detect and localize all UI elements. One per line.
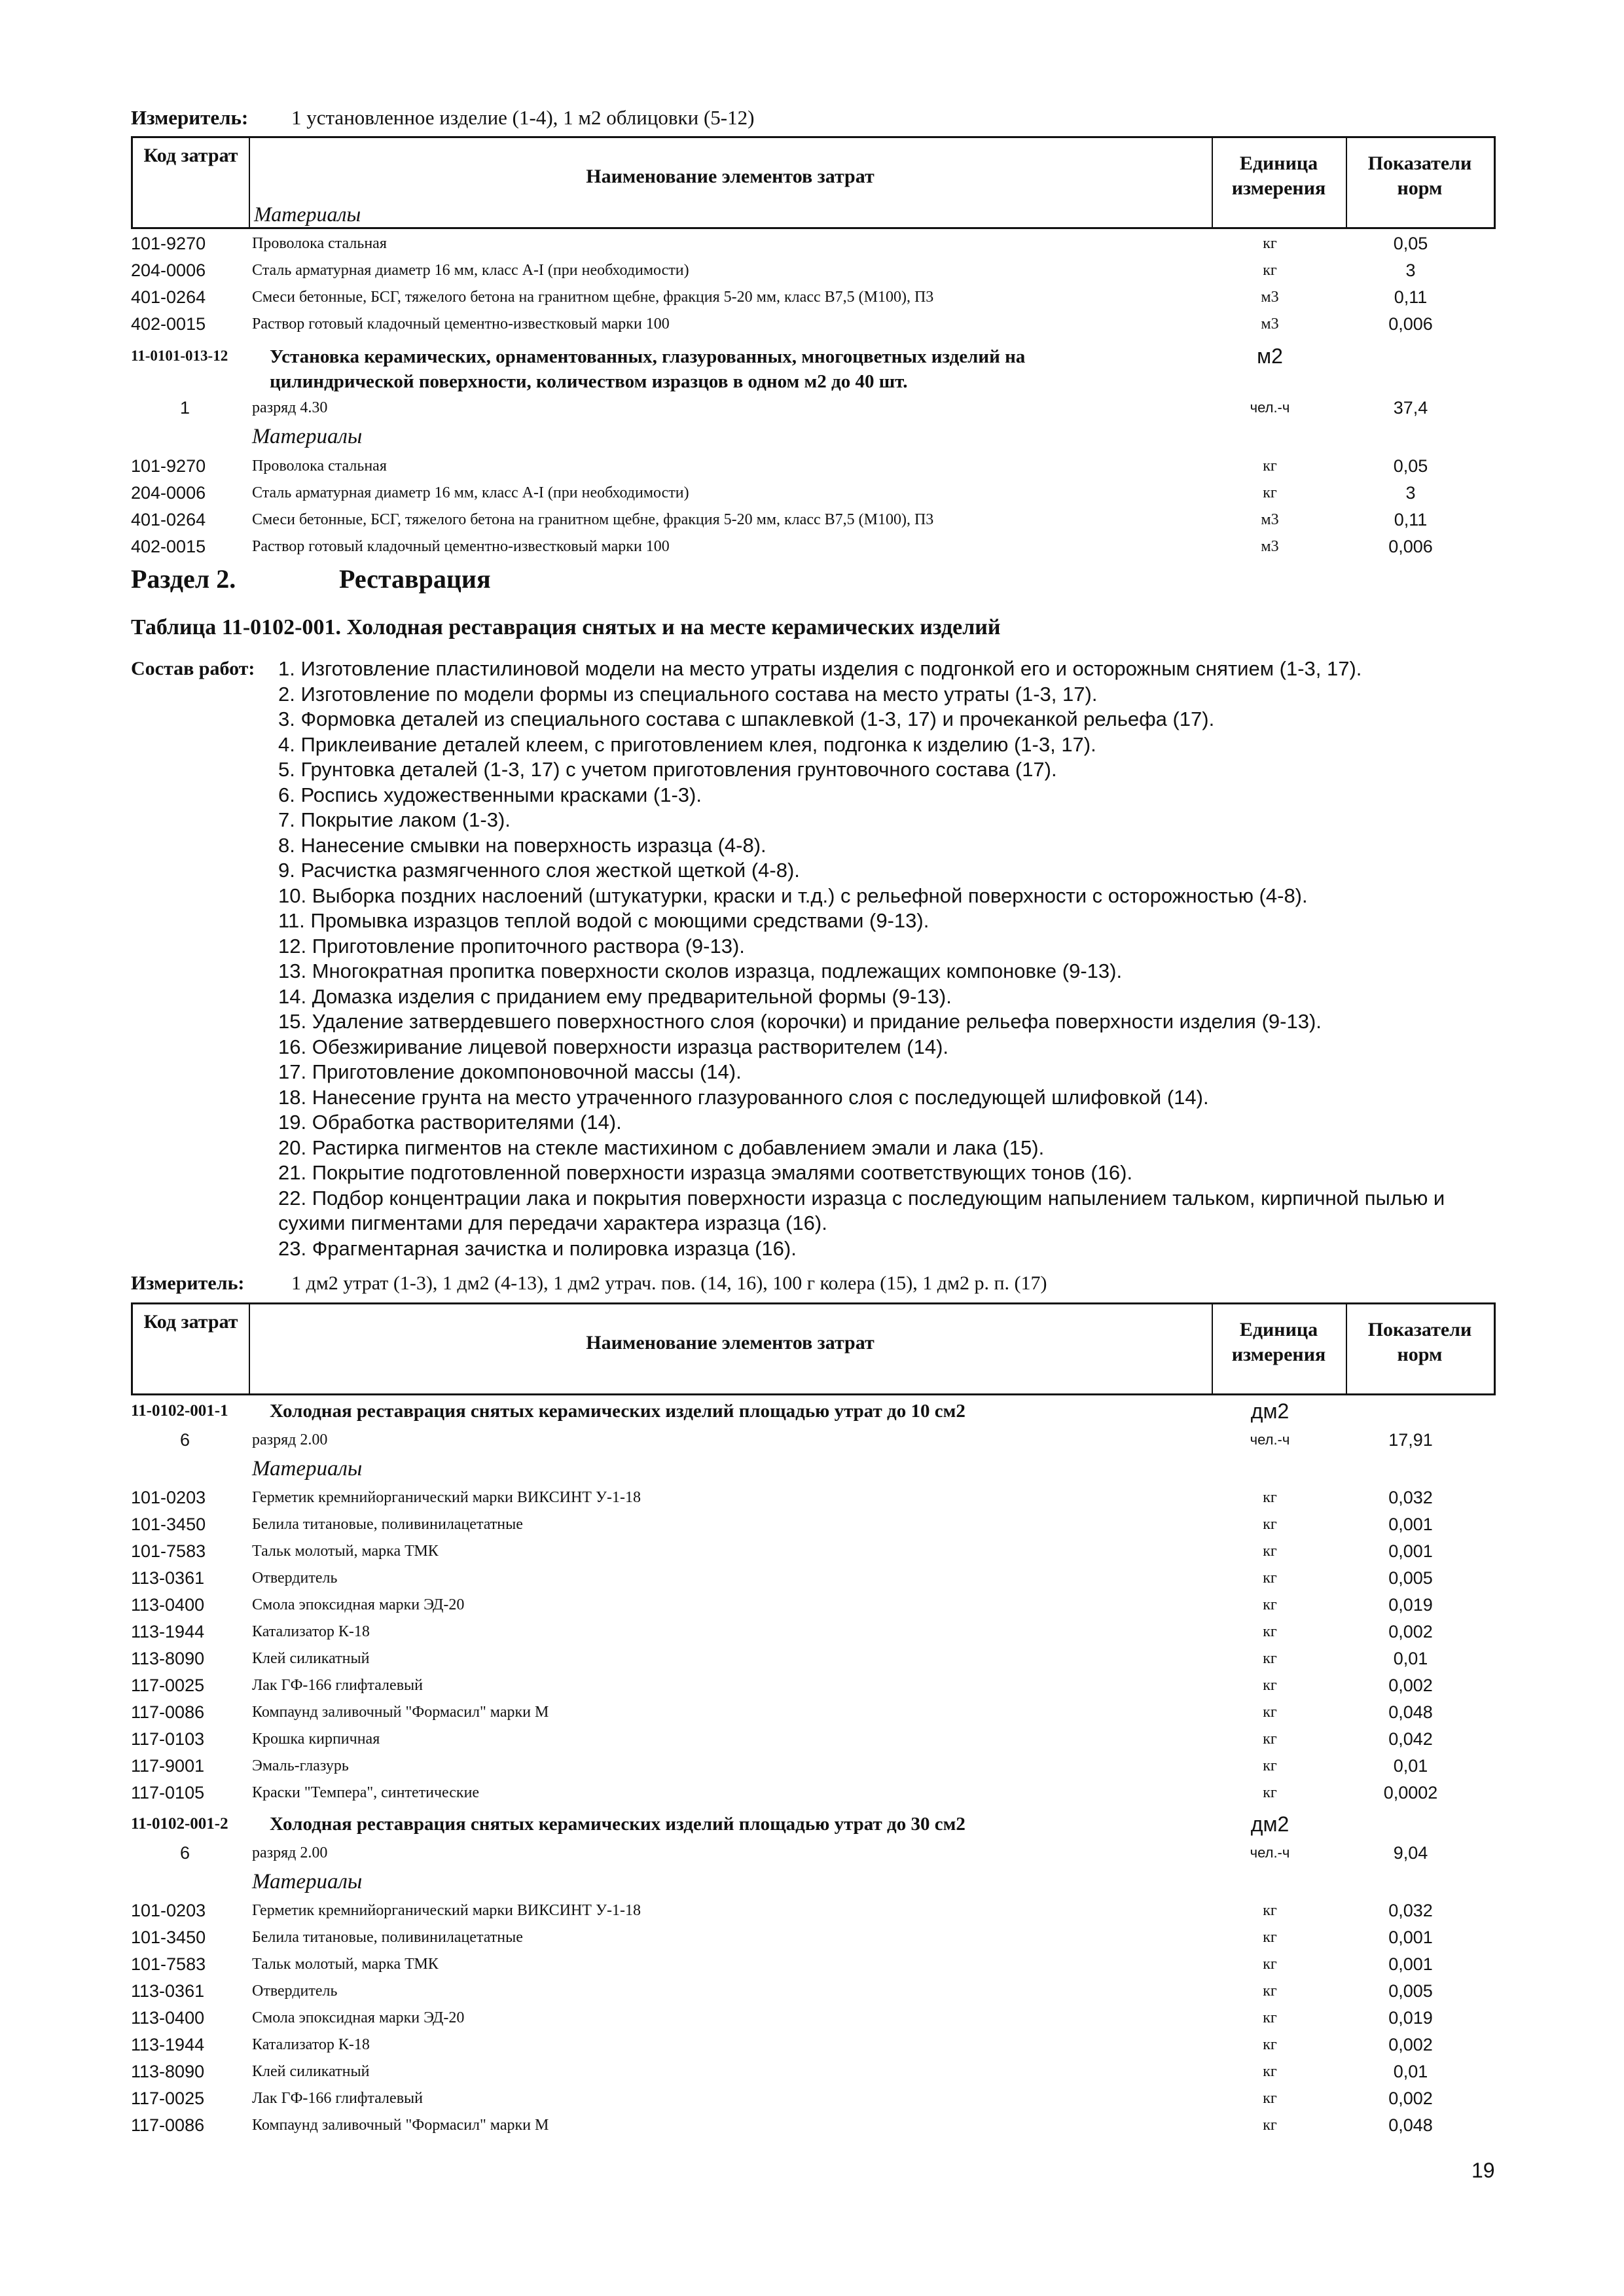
row-code: 402-0015	[131, 314, 206, 334]
row-name: Герметик кремнийорганический марки ВИКСИНТ У-1-18	[252, 1902, 641, 1919]
row-unit: м3	[1261, 511, 1279, 528]
group-unit: дм2	[1250, 1812, 1290, 1836]
row-code: 117-0086	[131, 1702, 205, 1722]
table-row	[0, 1978, 1624, 2004]
table-row	[0, 1619, 1624, 1645]
row-name: Смеси бетонные, БСГ, тяжелого бетона на гранитном щебне, фракция 5-20 мм, класс В7,5 (М100), П3	[252, 289, 934, 306]
row-name: Смеси бетонные, БСГ, тяжелого бетона на гранитном щебне, фракция 5-20 мм, класс В7,5 (М100), П3	[252, 511, 934, 528]
labor-unit: чел.-ч	[1250, 1844, 1290, 1861]
row-code: 113-8090	[131, 2062, 205, 2081]
row-norm: 3	[1405, 483, 1416, 503]
row-norm: 0,032	[1388, 1901, 1433, 1920]
row-name: Проволока стальная	[252, 235, 387, 252]
labor-num: 1	[179, 398, 190, 418]
list-item: сухими пигментами для передачи характера изразца (16).	[278, 1211, 827, 1234]
labor-unit: чел.-ч	[1250, 1431, 1290, 1448]
row-unit: кг	[1263, 1902, 1277, 1919]
row-norm: 0,006	[1388, 537, 1433, 556]
row-norm: 0,11	[1394, 510, 1428, 529]
row-unit: кг	[1263, 235, 1277, 252]
list-item: 18. Нанесение грунта на место утраченного глазурованного слоя с последующей шлифовкой (14).	[278, 1085, 1209, 1109]
row-name: Катализатор К-18	[252, 2036, 370, 2053]
group-title: Холодная реставрация снятых керамических изделий площадью утрат до 10 см2	[270, 1401, 965, 1422]
materials-label-row	[0, 423, 1624, 450]
row-code: 101-7583	[131, 1541, 206, 1561]
row-code: 204-0006	[131, 260, 206, 280]
row-norm: 0,048	[1388, 2115, 1433, 2135]
row-norm: 0,001	[1388, 1541, 1433, 1561]
table-row	[0, 480, 1624, 506]
row-unit: м3	[1261, 538, 1279, 555]
row-unit: кг	[1263, 1757, 1277, 1774]
row-norm: 0,002	[1388, 2089, 1433, 2108]
header-unit-line2: измерения	[1231, 177, 1326, 199]
table-row	[0, 1951, 1624, 1977]
table-row	[0, 1897, 1624, 1924]
row-norm: 0,019	[1388, 2008, 1433, 2028]
list-item: 4. Приклеивание деталей клеем, с приготовлением клея, подгонка к изделию (1-3, 17).	[278, 732, 1096, 756]
header-unit-line1: Единица	[1239, 152, 1318, 174]
row-code: 402-0015	[131, 537, 206, 556]
row-unit: кг	[1263, 1731, 1277, 1748]
table-row	[0, 1645, 1624, 1672]
table-row	[0, 1592, 1624, 1618]
row-unit: кг	[1263, 262, 1277, 279]
row-norm: 0,001	[1388, 1954, 1433, 1974]
row-code: 117-0086	[131, 2115, 205, 2135]
row-norm: 0,01	[1393, 2062, 1428, 2081]
group-code: 11-0101-013-12	[131, 348, 228, 364]
row-unit: кг	[1263, 1623, 1277, 1640]
row-code: 113-1944	[131, 2035, 205, 2054]
list-item: 20. Растирка пигментов на стекле мастихином с добавлением эмали и лака (15).	[278, 1136, 1045, 1159]
row-name: Смола эпоксидная марки ЭД-20	[252, 2009, 465, 2026]
row-unit: кг	[1263, 1982, 1277, 2000]
table-header-bottom	[131, 1302, 1496, 1395]
table-row	[0, 2085, 1624, 2111]
row-code: 401-0264	[131, 287, 206, 307]
row-name: Лак ГФ-166 глифталевый	[252, 1677, 423, 1694]
group-unit: м2	[1257, 344, 1283, 368]
labor-row	[0, 1427, 1624, 1453]
list-item: 22. Подбор концентрации лака и покрытия поверхности изразца с последующим напылением тальком, кирпичной пылью и	[278, 1186, 1445, 1210]
row-unit: кг	[1263, 1784, 1277, 1801]
row-unit: кг	[1263, 2036, 1277, 2053]
group-heading	[0, 1395, 1624, 1427]
materials-label-row	[0, 1456, 1624, 1482]
row-code: 113-0361	[131, 1981, 205, 2001]
materials-label: Материалы	[252, 1870, 363, 1893]
list-item: 12. Приготовление пропиточного раствора (9-13).	[278, 934, 745, 958]
top-measure-label: Измеритель:	[131, 106, 249, 129]
row-name: Проволока стальная	[252, 457, 387, 475]
row-norm: 0,005	[1388, 1981, 1433, 2001]
row-norm: 0,05	[1393, 456, 1428, 476]
header-materials-label: Материалы	[254, 202, 361, 226]
list-item: 3. Формовка деталей из специального состава с шпаклевкой (1-3, 17) и прочеканкой рельефа (17).	[278, 708, 1215, 730]
list-item: 13. Многократная пропитка поверхности сколов изразца, подлежащих компоновке (9-13).	[278, 960, 1123, 982]
row-code: 101-3450	[131, 1515, 206, 1534]
header-name: Наименование элементов затрат	[586, 1332, 875, 1354]
row-name: Клей силикатный	[252, 2063, 370, 2080]
row-name: Белила титановые, поливинилацетатные	[252, 1929, 523, 1946]
row-unit: м3	[1261, 315, 1279, 332]
top-measure-text: 1 установленное изделие (1-4), 1 м2 облицовки (5-12)	[291, 106, 755, 129]
row-code: 101-9270	[131, 234, 206, 253]
list-item: 1. Изготовление пластилиновой модели на место утраты изделия с подгонкой его и осторожным снятием (1-3, 17).	[278, 657, 1362, 680]
list-item: 5. Грунтовка деталей (1-3, 17) с учетом приготовления грунтовочного состава (17).	[278, 758, 1057, 781]
table-header-top	[131, 136, 1496, 229]
header-norm-line2: норм	[1397, 177, 1443, 199]
group-heading	[0, 1808, 1624, 1840]
row-name: Лак ГФ-166 глифталевый	[252, 2090, 423, 2107]
list-item: 23. Фрагментарная зачистка и полировка изразца (16).	[278, 1236, 797, 1260]
row-norm: 3	[1405, 260, 1416, 280]
header-unit-line1: Единица	[1239, 1319, 1318, 1340]
header-code: Код затрат	[143, 145, 238, 166]
row-code: 101-0203	[131, 1901, 206, 1920]
group-code: 11-0102-001-2	[131, 1815, 228, 1833]
group-title-line1: Установка керамических, орнаментованных, глазурованных, многоцветных изделий на	[270, 346, 1026, 367]
header-norm	[1346, 1318, 1494, 1367]
group-title: Холодная реставрация снятых керамических изделий площадью утрат до 30 см2	[270, 1814, 965, 1835]
row-norm: 0,032	[1388, 1488, 1433, 1507]
row-norm: 0,048	[1388, 1702, 1433, 1722]
table-row	[0, 230, 1624, 257]
row-name: Эмаль-глазурь	[252, 1757, 349, 1774]
table-row	[0, 1924, 1624, 1950]
row-name: Сталь арматурная диаметр 16 мм, класс А-I (при необходимости)	[252, 262, 689, 279]
labor-norm: 37,4	[1393, 398, 1428, 418]
row-norm: 0,002	[1388, 1676, 1433, 1695]
works-label: Состав работ:	[131, 658, 255, 679]
row-norm: 0,006	[1388, 314, 1433, 334]
row-unit: кг	[1263, 1516, 1277, 1533]
row-name: Сталь арматурная диаметр 16 мм, класс А-I (при необходимости)	[252, 484, 689, 501]
table-row	[0, 2032, 1624, 2058]
table-row	[0, 2005, 1624, 2031]
list-item: 17. Приготовление докомпоновочной массы (14).	[278, 1060, 742, 1083]
materials-label: Материалы	[252, 1457, 363, 1480]
list-item: 11. Промывка изразцов теплой водой с моющими средствами (9-13).	[278, 909, 929, 932]
row-name: Раствор готовый кладочный цементно-известковый марки 100	[252, 538, 670, 555]
second-measure-text: 1 дм2 утрат (1-3), 1 дм2 (4-13), 1 дм2 утрач. пов. (14, 16), 100 г колера (15), 1 дм2 р. п. (17)	[291, 1272, 1047, 1294]
section-heading	[131, 563, 491, 596]
row-code: 117-0103	[131, 1729, 205, 1749]
row-code: 401-0264	[131, 510, 206, 529]
row-code: 101-0203	[131, 1488, 206, 1507]
labor-num: 6	[179, 1843, 190, 1863]
row-unit: кг	[1263, 457, 1277, 475]
row-code: 101-3450	[131, 1928, 206, 1947]
row-norm: 0,002	[1388, 2035, 1433, 2054]
row-unit: кг	[1263, 1956, 1277, 1973]
list-item: 2. Изготовление по модели формы из специального состава на место утраты (1-3, 17).	[278, 682, 1098, 706]
list-item: 9. Расчистка размягченного слоя жесткой щеткой (4-8).	[278, 859, 800, 882]
row-code: 113-0400	[131, 1595, 205, 1615]
table-row	[0, 1726, 1624, 1752]
labor-row	[0, 395, 1624, 421]
labor-name: разряд 2.00	[252, 1431, 328, 1448]
materials-label: Материалы	[252, 425, 363, 448]
row-name: Компаунд заливочный "Формасил" марки М	[252, 1704, 549, 1721]
row-norm: 0,01	[1393, 1649, 1428, 1668]
row-code: 117-0025	[131, 2089, 205, 2108]
row-name: Смола эпоксидная марки ЭД-20	[252, 1596, 465, 1613]
table-title: Таблица 11-0102-001. Холодная реставрация снятых и на месте керамических изделий	[131, 615, 1001, 639]
group-heading	[0, 340, 1624, 399]
table-row	[0, 2058, 1624, 2085]
group-title-line2: цилиндрической поверхности, количеством изразцов в одном м2 до 40 шт.	[270, 371, 908, 392]
section-title: Реставрация	[339, 564, 491, 594]
labor-row	[0, 1840, 1624, 1866]
table-row	[0, 2112, 1624, 2138]
table-row	[0, 311, 1624, 337]
table-row	[0, 1699, 1624, 1725]
section-label: Раздел 2.	[131, 564, 236, 594]
works-list	[278, 656, 1445, 1261]
labor-norm: 17,91	[1388, 1430, 1433, 1450]
list-item: 15. Удаление затвердевшего поверхностного слоя (корочки) и придание рельефа поверхности изделия (9-13).	[278, 1010, 1322, 1033]
group-code: 11-0102-001-1	[131, 1402, 228, 1420]
group-unit: дм2	[1250, 1399, 1290, 1423]
list-item: 8. Нанесение смывки на поверхность изразца (4-8).	[278, 833, 767, 857]
row-norm: 0,01	[1393, 1756, 1428, 1776]
labor-unit: чел.-ч	[1250, 399, 1290, 416]
labor-name: разряд 2.00	[252, 1844, 328, 1861]
row-unit: кг	[1263, 2117, 1277, 2134]
table-row	[0, 1780, 1624, 1806]
row-unit: кг	[1263, 1650, 1277, 1667]
table-row	[0, 533, 1624, 560]
row-code: 117-0025	[131, 1676, 205, 1695]
row-unit: кг	[1263, 1929, 1277, 1946]
labor-norm: 9,04	[1393, 1843, 1428, 1863]
row-code: 204-0006	[131, 483, 206, 503]
table-row	[0, 1511, 1624, 1537]
row-code: 113-1944	[131, 1622, 205, 1641]
labor-num: 6	[179, 1430, 190, 1450]
list-item: 10. Выборка поздних наслоений (штукатурки, краски и т.д.) с рельефной поверхности с осторожностью (4-8).	[278, 884, 1308, 907]
row-name: Тальк молотый, марка ТМК	[252, 1543, 439, 1560]
row-code: 113-0400	[131, 2008, 205, 2028]
row-unit: кг	[1263, 2090, 1277, 2107]
row-code: 117-9001	[131, 1756, 205, 1776]
table-row	[0, 257, 1624, 283]
list-item: 14. Домазка изделия с приданием ему предварительной формы (9-13).	[278, 984, 952, 1008]
materials-label-row	[0, 1869, 1624, 1895]
row-unit: кг	[1263, 2009, 1277, 2026]
row-name: Компаунд заливочный "Формасил" марки М	[252, 2117, 549, 2134]
top-measure	[131, 105, 755, 131]
table-row	[0, 507, 1624, 533]
labor-name: разряд 4.30	[252, 399, 328, 416]
table-row	[0, 1565, 1624, 1591]
header-code: Код затрат	[143, 1311, 238, 1333]
row-unit: кг	[1263, 484, 1277, 501]
header-norm-line1: Показатели	[1367, 1319, 1472, 1340]
table-row	[0, 1484, 1624, 1511]
row-name: Отвердитель	[252, 1982, 338, 2000]
row-name: Белила титановые, поливинилацетатные	[252, 1516, 523, 1533]
list-item: 19. Обработка растворителями (14).	[278, 1111, 622, 1134]
list-item: 16. Обезжиривание лицевой поверхности изразца растворителем (14).	[278, 1035, 949, 1058]
header-unit-line2: измерения	[1231, 1344, 1326, 1365]
page-number: 19	[1471, 2159, 1495, 2182]
list-item: 6. Роспись художественными красками (1-3).	[278, 783, 702, 806]
second-measure-label: Измеритель:	[131, 1272, 245, 1294]
row-unit: кг	[1263, 1543, 1277, 1560]
list-item: 21. Покрытие подготовленной поверхности изразца эмалями соответствующих тонов (16).	[278, 1161, 1133, 1184]
row-norm: 0,019	[1388, 1595, 1433, 1615]
row-code: 113-8090	[131, 1649, 205, 1668]
header-name: Наименование элементов затрат	[586, 166, 875, 187]
row-unit: кг	[1263, 1677, 1277, 1694]
header-norm	[1346, 151, 1494, 201]
row-norm: 0,002	[1388, 1622, 1433, 1641]
row-name: Герметик кремнийорганический марки ВИКСИНТ У-1-18	[252, 1489, 641, 1506]
table-row	[0, 284, 1624, 310]
row-norm: 0,001	[1388, 1515, 1433, 1534]
row-norm: 0,042	[1388, 1729, 1433, 1749]
row-name: Крошка кирпичная	[252, 1731, 380, 1748]
row-name: Катализатор К-18	[252, 1623, 370, 1640]
row-name: Клей силикатный	[252, 1650, 370, 1667]
table-row	[0, 1538, 1624, 1564]
row-norm: 0,005	[1388, 1568, 1433, 1588]
row-unit: кг	[1263, 1596, 1277, 1613]
row-unit: кг	[1263, 2063, 1277, 2080]
row-norm: 0,0002	[1383, 1783, 1438, 1803]
row-unit: кг	[1263, 1489, 1277, 1506]
table-row	[0, 453, 1624, 479]
header-unit	[1212, 151, 1346, 201]
row-norm: 0,05	[1393, 234, 1428, 253]
row-code: 113-0361	[131, 1568, 205, 1588]
header-norm-line2: норм	[1397, 1344, 1443, 1365]
row-code: 117-0105	[131, 1783, 205, 1803]
row-name: Отвердитель	[252, 1570, 338, 1587]
row-unit: м3	[1261, 289, 1279, 306]
row-name: Раствор готовый кладочный цементно-известковый марки 100	[252, 315, 670, 332]
second-measure	[131, 1271, 1047, 1296]
row-name: Краски "Темпера", синтетические	[252, 1784, 480, 1801]
header-norm-line1: Показатели	[1367, 152, 1472, 174]
header-unit	[1212, 1318, 1346, 1367]
row-norm: 0,11	[1394, 287, 1428, 307]
table-row	[0, 1672, 1624, 1698]
table-row	[0, 1753, 1624, 1779]
row-code: 101-9270	[131, 456, 206, 476]
row-code: 101-7583	[131, 1954, 206, 1974]
row-unit: кг	[1263, 1704, 1277, 1721]
row-unit: кг	[1263, 1570, 1277, 1587]
list-item: 7. Покрытие лаком (1-3).	[278, 808, 511, 831]
row-name: Тальк молотый, марка ТМК	[252, 1956, 439, 1973]
row-norm: 0,001	[1388, 1928, 1433, 1947]
